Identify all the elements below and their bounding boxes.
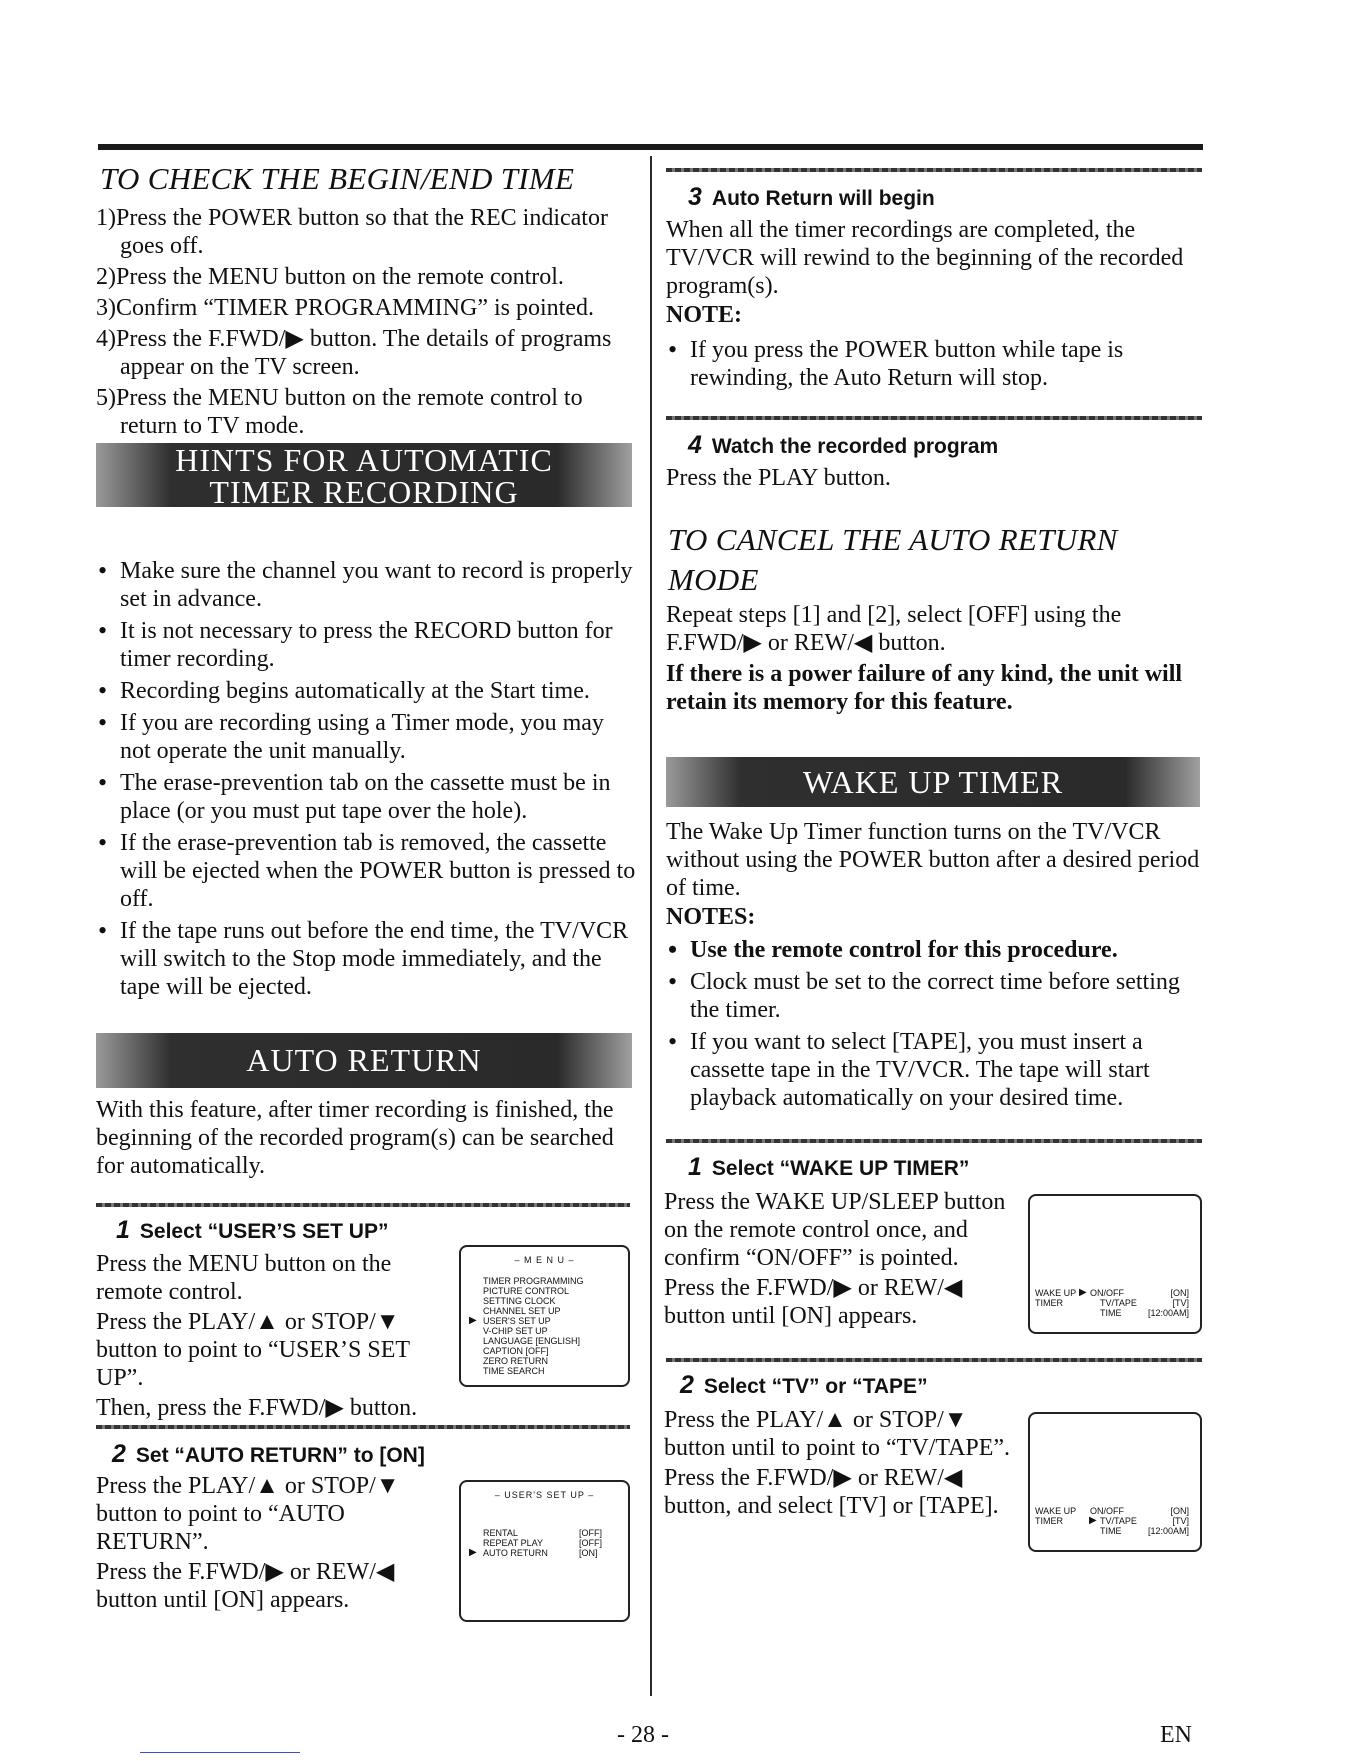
wstep2-number: 2 xyxy=(680,1371,694,1399)
step2-text xyxy=(96,1472,444,1614)
wake-value: [ON] xyxy=(1170,1288,1190,1298)
menu-item: CAPTION [OFF] xyxy=(483,1346,549,1356)
hints-banner-line1: HINTS FOR AUTOMATIC xyxy=(175,442,553,478)
hint-item: • It is not necessary to press the RECORD button for timer recording. xyxy=(96,617,636,673)
wake-row: TIME xyxy=(1100,1308,1122,1318)
user-setup-cursor-icon: ▶ xyxy=(469,1547,477,1558)
wake-row: TIME xyxy=(1100,1526,1122,1536)
step2-heading xyxy=(112,1441,632,1469)
wstep2-line: Press the PLAY/▲ or STOP/▼ button until to point to “TV/TAPE”. xyxy=(664,1407,1011,1461)
wake-intro: The Wake Up Timer function turns on the TV/VCR without using the POWER button after a desired period of time. xyxy=(666,819,1200,901)
wake-screen-1-label xyxy=(1035,1288,1076,1308)
cancel-title xyxy=(668,520,1208,600)
notes-label: NOTES: xyxy=(666,904,756,930)
wake-label: WAKE UP xyxy=(1035,1288,1077,1298)
step2-line: Press the PLAY/▲ or STOP/▼ button to point to “AUTO RETURN”. xyxy=(96,1473,400,1555)
user-setup-screen-title: – USER'S SET UP – xyxy=(494,1490,595,1500)
step3-rule xyxy=(666,168,1202,172)
check-steps xyxy=(96,204,636,443)
step1-line: Then, press the F.FWD/▶ button. xyxy=(96,1395,418,1421)
column-divider xyxy=(650,156,652,1696)
user-setup-item: REPEAT PLAY xyxy=(483,1538,544,1548)
cancel-title-line2: MODE xyxy=(668,562,759,597)
language-mark: EN xyxy=(1160,1722,1192,1748)
step4-title: Watch the recorded program xyxy=(711,435,999,458)
menu-item: V-CHIP SET UP xyxy=(483,1326,548,1336)
wake-screen-2-cursor-icon: ▶ xyxy=(1089,1515,1097,1526)
cancel-text: Repeat steps [1] and [2], select [OFF] using the F.FWD/▶ or REW/◀ button. xyxy=(666,602,1122,656)
notes-list xyxy=(666,936,1206,1116)
menu-item: LANGUAGE [ENGLISH] xyxy=(483,1336,581,1346)
step3-title: Auto Return will begin xyxy=(711,187,935,210)
wstep1-text xyxy=(664,1188,1024,1330)
check-title: TO CHECK THE BEGIN/END TIME xyxy=(100,161,575,196)
wake-row: ON/OFF xyxy=(1090,1506,1124,1516)
wake-value: [TV] xyxy=(1172,1298,1190,1308)
wstep2-rule xyxy=(666,1358,1202,1362)
step4-rule xyxy=(666,416,1202,420)
wstep1-rule xyxy=(666,1139,1202,1143)
wake-screen-2-label xyxy=(1035,1506,1076,1526)
user-setup-value: [OFF] xyxy=(579,1528,602,1538)
wake-screen-1-rows xyxy=(1090,1288,1137,1318)
wstep1-number: 1 xyxy=(688,1153,702,1181)
wstep2-text xyxy=(664,1406,1024,1520)
wake-row: TV/TAPE xyxy=(1100,1516,1137,1526)
hint-item: • The erase-prevention tab on the cassette must be in place (or you must put tape over the hole). xyxy=(96,769,636,825)
hints-list xyxy=(96,557,636,1005)
menu-screen xyxy=(459,1245,630,1387)
step1-number: 1 xyxy=(116,1216,130,1244)
wake-screen-1 xyxy=(1028,1194,1202,1334)
hint-item: • If the tape runs out before the end time, the TV/VCR will switch to the Stop mode immediately, and the tape will be ejected. xyxy=(96,917,636,1001)
step1-heading xyxy=(116,1217,636,1245)
cancel-title-line1: TO CANCEL THE AUTO RETURN xyxy=(668,522,1118,557)
wake-screen-2-rows xyxy=(1090,1506,1137,1536)
wake-screen-1-values xyxy=(1148,1288,1189,1318)
step1-title: Select “USER’S SET UP” xyxy=(139,1220,389,1243)
hints-banner xyxy=(96,442,632,510)
check-step: 1)Press the POWER button so that the REC indicator goes off. xyxy=(96,205,608,259)
wake-screen-1-cursor-icon: ▶ xyxy=(1079,1287,1087,1298)
wstep1-line: Press the WAKE UP/SLEEP button on the remote control once, and confirm “ON/OFF” is pointed. xyxy=(664,1189,1006,1271)
wstep1-line: Press the F.FWD/▶ or REW/◀ button until [ON] appears. xyxy=(664,1275,963,1329)
wstep2-line: Press the F.FWD/▶ or REW/◀ button, and select [TV] or [TAPE]. xyxy=(664,1465,999,1519)
menu-screen-list xyxy=(483,1276,584,1376)
wstep1-title: Select “WAKE UP TIMER” xyxy=(711,1157,970,1180)
step2-title: Set “AUTO RETURN” to [ON] xyxy=(135,1444,425,1467)
hint-item: • Recording begins automatically at the Start time. xyxy=(96,677,636,705)
wstep2-heading xyxy=(680,1372,1180,1400)
user-setup-value: [ON] xyxy=(579,1548,598,1558)
step3-heading xyxy=(688,184,1188,212)
step1-line: Press the MENU button on the remote control. xyxy=(96,1251,392,1305)
notes-item: • Clock must be set to the correct time before setting the timer. xyxy=(666,968,1206,1024)
wake-row: ON/OFF xyxy=(1090,1288,1124,1298)
menu-item: USER'S SET UP xyxy=(483,1316,551,1326)
hints-banner-line2: TIMER RECORDING xyxy=(209,474,519,510)
user-setup-screen xyxy=(459,1480,630,1622)
menu-cursor-icon: ▶ xyxy=(469,1315,477,1326)
menu-screen-title: – M E N U – xyxy=(514,1255,575,1265)
hint-item: • If the erase-prevention tab is removed, the cassette will be ejected when the POWER button is pressed to off. xyxy=(96,829,636,913)
step2-line: Press the F.FWD/▶ or REW/◀ button until [ON] appears. xyxy=(96,1559,395,1613)
menu-item: ZERO RETURN xyxy=(483,1356,548,1366)
check-step: 4)Press the F.FWD/▶ button. The details of programs appear on the TV screen. xyxy=(96,326,612,380)
step4-heading xyxy=(688,432,1188,460)
user-setup-values xyxy=(579,1528,602,1558)
wake-row: TV/TAPE xyxy=(1100,1298,1137,1308)
hint-item: • Make sure the channel you want to record is properly set in advance. xyxy=(96,557,636,613)
wake-label: WAKE UP xyxy=(1035,1506,1077,1516)
step1-text xyxy=(96,1250,444,1422)
auto-return-intro: With this feature, after timer recording is finished, the beginning of the recorded program(s) can be searched for automatically. xyxy=(96,1097,614,1179)
step2-number: 2 xyxy=(112,1440,126,1468)
step2-rule xyxy=(96,1425,630,1429)
check-step: 3)Confirm “TIMER PROGRAMMING” is pointed. xyxy=(96,295,594,321)
menu-item: TIME SEARCH xyxy=(483,1366,545,1376)
menu-item: SETTING CLOCK xyxy=(483,1296,556,1306)
wake-label: TIMER xyxy=(1035,1516,1063,1526)
wstep1-heading xyxy=(688,1154,1188,1182)
menu-item: CHANNEL SET UP xyxy=(483,1306,561,1316)
step1-line: Press the PLAY/▲ or STOP/▼ button to point to “USER’S SET UP”. xyxy=(96,1309,410,1391)
wake-value: [12:00AM] xyxy=(1148,1526,1190,1536)
step1-rule xyxy=(96,1203,630,1207)
note-label: NOTE: xyxy=(666,302,743,328)
hint-item: • If you are recording using a Timer mode, you may not operate the unit manually. xyxy=(96,709,636,765)
top-rule xyxy=(98,144,1203,150)
notes-item: • Use the remote control for this procedure. xyxy=(666,936,1206,964)
user-setup-value: [OFF] xyxy=(579,1538,602,1548)
note-item: • If you press the POWER button while tape is rewinding, the Auto Return will stop. xyxy=(666,336,1206,392)
step3-number: 3 xyxy=(688,183,702,211)
footer-link-underline xyxy=(140,1752,300,1753)
cancel-bold-note: If there is a power failure of any kind, the unit will retain its memory for this feature. xyxy=(666,661,1183,715)
wake-screen-2-values xyxy=(1148,1506,1189,1536)
wake-screen-2 xyxy=(1028,1412,1202,1552)
check-step: 2)Press the MENU button on the remote control. xyxy=(96,264,564,290)
wstep2-title: Select “TV” or “TAPE” xyxy=(703,1375,928,1398)
user-setup-item: AUTO RETURN xyxy=(483,1548,548,1558)
wake-label: TIMER xyxy=(1035,1298,1063,1308)
wake-up-timer-banner: WAKE UP TIMER xyxy=(666,757,1200,807)
note-list xyxy=(666,336,1206,396)
menu-item: TIMER PROGRAMMING xyxy=(483,1276,584,1286)
menu-item: PICTURE CONTROL xyxy=(483,1286,570,1296)
wake-value: [12:00AM] xyxy=(1148,1308,1190,1318)
wake-value: [TV] xyxy=(1172,1516,1190,1526)
check-step: 5)Press the MENU button on the remote control to return to TV mode. xyxy=(96,385,583,439)
step4-text: Press the PLAY button. xyxy=(666,465,891,491)
page-number: - 28 - xyxy=(617,1722,669,1748)
step4-number: 4 xyxy=(688,431,702,459)
user-setup-list xyxy=(483,1528,548,1558)
step3-text: When all the timer recordings are completed, the TV/VCR will rewind to the beginning of the recorded program(s). xyxy=(666,217,1184,299)
auto-return-banner: AUTO RETURN xyxy=(96,1033,632,1088)
wake-value: [ON] xyxy=(1170,1506,1190,1516)
notes-item: • If you want to select [TAPE], you must insert a cassette tape in the TV/VCR. The tape will start playback automatically on your desired time. xyxy=(666,1028,1206,1112)
user-setup-item: RENTAL xyxy=(483,1528,518,1538)
